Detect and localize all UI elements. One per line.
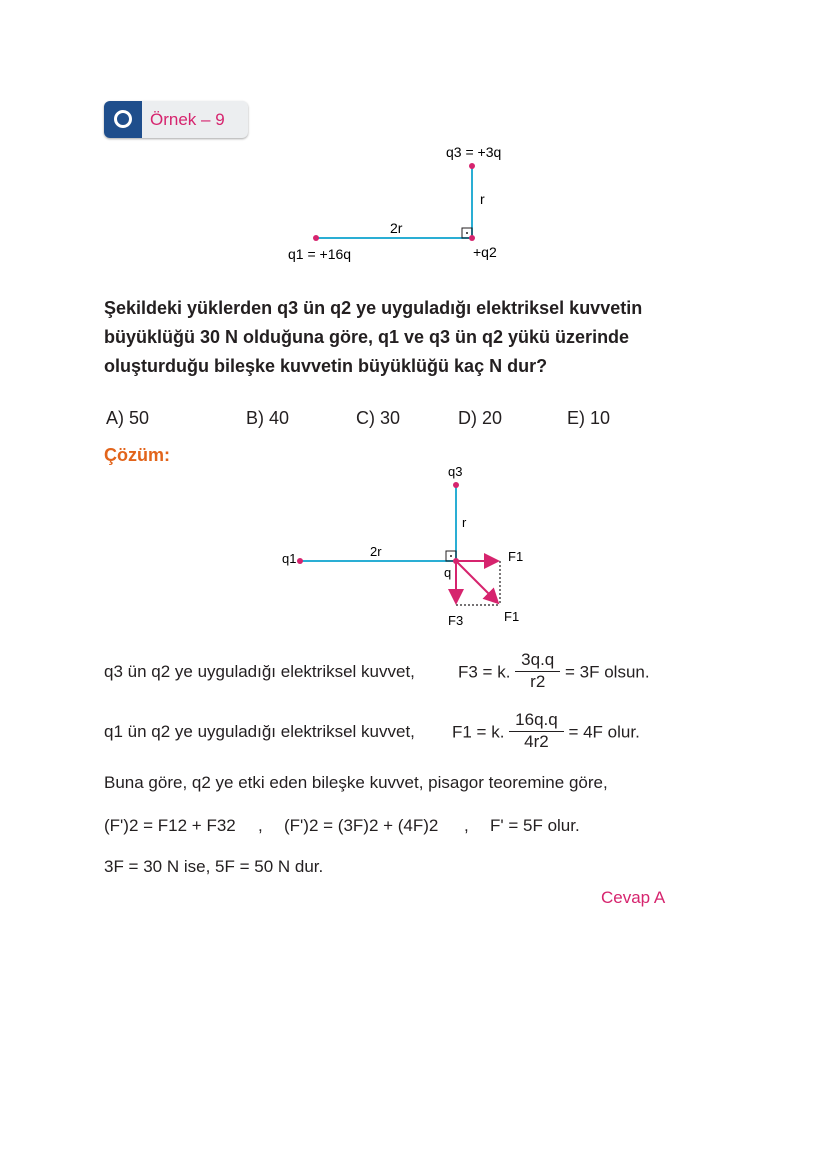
f3-rhs: = 3F olsun. <box>565 662 650 682</box>
fig2-2r-label: 2r <box>370 544 382 559</box>
fig2-q3-dot <box>453 482 459 488</box>
pythagoras-text: Buna göre, q2 ye etki eden bileşke kuvvet, pisagor teoremine göre, <box>104 773 608 792</box>
fig1-q1-label: q1 = +16q <box>288 246 352 262</box>
fig1-2r-label: 2r <box>390 220 403 236</box>
fig2-q1-label: q1 <box>282 551 297 566</box>
f3-lhs: F3 = k. <box>458 662 511 682</box>
ring-icon <box>114 110 132 128</box>
fig2-q1-dot <box>297 558 303 564</box>
f3-numerator: 3q.q <box>515 650 560 672</box>
f1-rhs: = 4F olur. <box>568 722 640 742</box>
f1-fraction <box>509 710 564 752</box>
fig2-right-angle-dot <box>450 555 452 557</box>
solution-label: Çözüm: <box>104 445 170 465</box>
eq-separator-2: , <box>464 816 469 835</box>
fig2-q-label: q <box>444 565 452 580</box>
figure-2 <box>270 455 560 635</box>
fig1-q3-dot <box>469 163 475 169</box>
fig1-q3-label: q3 = +3q <box>446 144 502 160</box>
fig2-Fprime-arrow <box>456 561 498 603</box>
fig2-F3-label: F3 <box>448 613 464 628</box>
f1-text: q1 ün q2 ye uyguladığı elektriksel kuvvet, <box>104 722 415 741</box>
equation-2: (F')2 = (3F)2 + (4F)2 <box>284 816 439 835</box>
option-a[interactable]: A) 50 <box>106 408 150 428</box>
f3-formula <box>458 652 650 694</box>
question-line-1: Şekildeki yüklerden q3 ün q2 ye uyguladığı elektriksel kuvvetin <box>104 298 643 318</box>
example-badge <box>104 101 248 138</box>
f3-fraction <box>515 650 560 692</box>
f1-formula <box>452 712 640 754</box>
f1-explanation <box>104 722 415 742</box>
figure-1 <box>270 140 550 270</box>
fig1-r-label: r <box>480 191 485 207</box>
fig2-q3-label: q3 <box>448 464 463 479</box>
option-b[interactable]: B) 40 <box>246 408 290 428</box>
equation-3: F' = 5F olur. <box>490 816 580 835</box>
badge-icon-box <box>104 101 142 138</box>
option-d[interactable]: D) 20 <box>458 408 503 428</box>
option-e[interactable]: E) 10 <box>567 408 611 428</box>
f3-denominator: r2 <box>530 672 546 691</box>
question-line-2: büyüklüğü 30 N olduğuna göre, q1 ve q3 ün q2 yükü üzerinde <box>104 327 630 347</box>
fig2-F1-label: F1 <box>508 549 524 564</box>
option-c[interactable]: C) 30 <box>356 408 401 428</box>
f3-explanation <box>104 662 415 682</box>
f3-text: q3 ün q2 ye uyguladığı elektriksel kuvvet, <box>104 662 415 681</box>
f1-denominator: 4r2 <box>524 732 549 751</box>
fig1-q2-label: +q2 <box>473 244 497 260</box>
fig2-r-label: r <box>462 515 467 530</box>
fig1-q2-dot <box>469 235 475 241</box>
fig1-right-angle-dot <box>466 232 468 234</box>
example-label: Örnek – 9 <box>150 110 225 129</box>
f1-lhs: F1 = k. <box>452 722 505 742</box>
fig2-Fprime-label: F1 <box>504 609 520 624</box>
question-line-3: oluşturduğu bileşke kuvvetin büyüklüğü kaç N dur? <box>104 356 548 376</box>
fig1-q1-dot <box>313 235 319 241</box>
eq-separator-1: , <box>258 816 263 835</box>
equation-1: (F')2 = F12 + F32 <box>104 816 236 835</box>
answer-label: Cevap A <box>601 888 666 907</box>
question-text <box>104 294 642 381</box>
f1-numerator: 16q.q <box>509 710 564 732</box>
final-result: 3F = 30 N ise, 5F = 50 N dur. <box>104 857 324 876</box>
